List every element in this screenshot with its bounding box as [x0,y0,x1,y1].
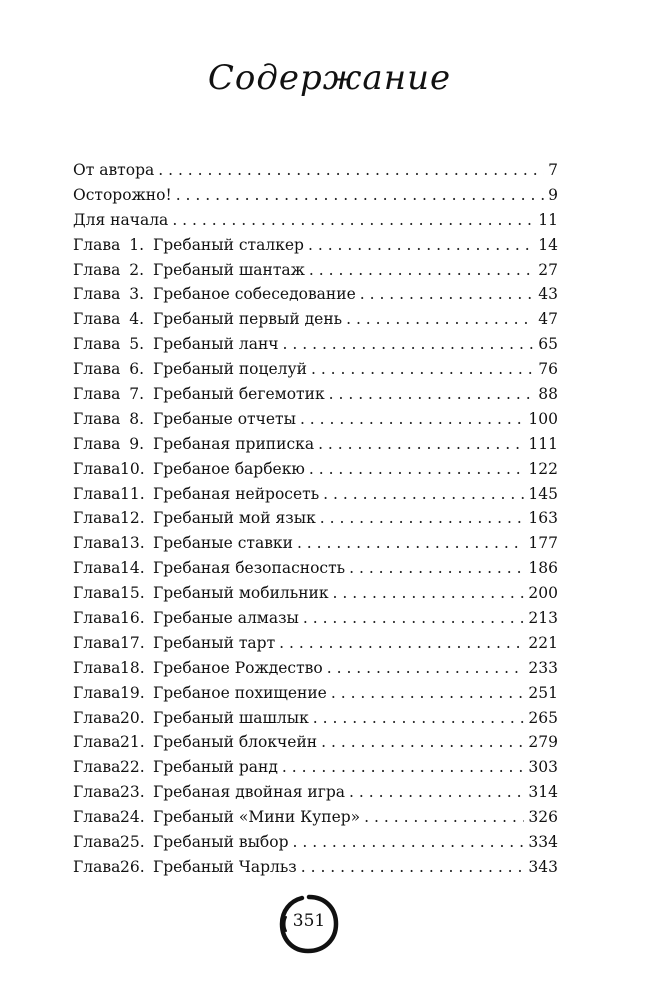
leader-dots [349,556,524,581]
toc-row[interactable] [73,581,558,606]
chapter-word: Глава [73,310,121,329]
leader-dots [327,656,525,681]
toc-page-number: 65 [538,335,558,354]
chapter-number: 19. [120,683,145,702]
toc-entry-label: Гребаный ранд [153,758,278,777]
leader-dots [158,158,544,183]
chapter-word: Глава [73,808,121,827]
leader-dots [283,332,535,357]
toc-row[interactable] [73,506,558,531]
toc-entry-label: Гребаные ставки [153,534,293,553]
toc-page-number: 326 [528,808,558,827]
leader-dots [323,482,524,507]
toc-row[interactable] [73,755,558,780]
chapter-number: 16. [120,609,145,628]
toc-entry-label: Гребаный шашлык [153,708,309,727]
leader-dots [279,631,524,656]
chapter-number: 8. [129,409,144,428]
toc-entry-label: Гребаный первый день [153,310,343,329]
chapter-word: Глава [73,360,121,379]
chapter-word: Глава [73,683,121,702]
toc-entry-label: Гребаные отчеты [153,409,296,428]
toc-row[interactable] [73,258,558,283]
leader-dots [301,855,525,880]
toc-page-number: 221 [528,633,558,652]
toc-row[interactable] [73,606,558,631]
chapter-number: 20. [120,708,145,727]
chapter-word: Глава [73,559,121,578]
toc-row[interactable] [73,656,558,681]
toc-page-number: 14 [538,235,558,254]
chapter-word: Глава [73,658,121,677]
toc-entry-label: Гребаные алмазы [153,609,299,628]
table-of-contents [73,158,558,880]
leader-dots [318,432,524,457]
toc-row[interactable] [73,282,558,307]
toc-entry-label: Осторожно! [73,185,172,204]
toc-page-number: 213 [528,609,558,628]
toc-page-number: 47 [538,310,558,329]
toc-entry-label: Гребаный мобильник [153,584,329,603]
leader-dots [331,681,525,706]
chapter-number: 24. [120,808,145,827]
toc-page-number: 303 [528,758,558,777]
toc-page-number: 334 [528,833,558,852]
chapter-word: Глава [73,609,121,628]
page-number-badge [278,893,340,955]
leader-dots [346,307,534,332]
toc-row[interactable] [73,706,558,731]
leader-dots [349,780,524,805]
toc-page-number: 163 [528,509,558,528]
toc-row[interactable] [73,457,558,482]
leader-dots [293,830,525,855]
toc-page-number: 186 [528,559,558,578]
chapter-word: Глава [73,758,121,777]
toc-page-number: 122 [528,459,558,478]
toc-entry-label: Для начала [73,210,169,229]
chapter-number: 10. [120,459,145,478]
toc-row[interactable] [73,482,558,507]
toc-entry-label: Гребаный мой язык [153,509,316,528]
chapter-word: Глава [73,584,121,603]
toc-page-number: 27 [538,260,558,279]
toc-row[interactable] [73,158,558,183]
chapter-number: 6. [129,360,144,379]
chapter-word: Глава [73,260,121,279]
leader-dots [360,282,535,307]
toc-page-number: 200 [528,584,558,603]
leader-dots [320,506,525,531]
chapter-word: Глава [73,385,121,404]
leader-dots [308,233,534,258]
toc-entry-label: Гребаный «Мини Купер» [153,808,361,827]
toc-entry-label: Гребаное барбекю [153,459,305,478]
toc-page-number: 43 [538,285,558,304]
toc-page-number: 111 [528,434,558,453]
toc-row[interactable] [73,208,558,233]
chapter-number: 23. [120,783,145,802]
chapter-number: 5. [129,335,144,354]
toc-entry-label: Гребаная нейросеть [153,484,320,503]
leader-dots [300,407,524,432]
chapter-number: 14. [120,559,145,578]
toc-entry-label: Гребаный поцелуй [153,360,307,379]
chapter-number: 26. [120,857,145,876]
toc-page-number: 251 [528,683,558,702]
toc-page-number: 100 [528,409,558,428]
toc-row[interactable] [73,556,558,581]
leader-dots [364,805,524,830]
chapter-word: Глава [73,534,121,553]
toc-page-number: 177 [528,534,558,553]
chapter-word: Глава [73,484,121,503]
leader-dots [176,183,544,208]
chapter-list [73,233,558,880]
chapter-word: Глава [73,235,121,254]
leader-dots [303,606,525,631]
toc-row[interactable] [73,631,558,656]
toc-page-number: 314 [528,783,558,802]
leader-dots [313,706,525,731]
toc-row[interactable] [73,830,558,855]
toc-page-number: 76 [538,360,558,379]
leader-dots [282,755,525,780]
leader-dots [297,531,524,556]
leader-dots [321,730,524,755]
leader-dots [333,581,525,606]
toc-page-number: 145 [528,484,558,503]
chapter-word: Глава [73,285,121,304]
chapter-number: 22. [120,758,145,777]
toc-entry-label: Гребаная двойная игра [153,783,346,802]
toc-page-number: 7 [548,161,558,179]
chapter-word: Глава [73,783,121,802]
chapter-number: 7. [129,385,144,404]
leader-dots [309,457,525,482]
chapter-word: Глава [73,459,121,478]
toc-row[interactable] [73,357,558,382]
toc-row[interactable] [73,681,558,706]
chapter-word: Глава [73,335,121,354]
chapter-number: 21. [120,733,145,752]
toc-row[interactable] [73,407,558,432]
toc-page-number: 233 [528,658,558,677]
chapter-number: 4. [129,310,144,329]
leader-dots [309,258,534,283]
chapter-number: 9. [129,434,144,453]
chapter-number: 17. [120,633,145,652]
toc-entry-label: Гребаный ланч [153,335,279,354]
toc-entry-label: Гребаное Рождество [153,658,323,677]
chapter-number: 1. [129,235,144,254]
toc-page-number: 11 [538,210,558,229]
toc-entry-label: Гребаный блокчейн [153,733,318,752]
page-number: 351 [292,911,326,931]
toc-row[interactable] [73,307,558,332]
toc-row[interactable] [73,855,558,880]
leader-dots [172,208,534,233]
toc-entry-label: Гребаная приписка [153,434,315,453]
toc-entry-label: Гребаный бегемотик [153,385,325,404]
chapter-number: 2. [129,260,144,279]
toc-entry-label: Гребаное похищение [153,683,327,702]
toc-row[interactable] [73,531,558,556]
chapter-number: 18. [120,658,145,677]
toc-entry-label: Гребаный тарт [153,633,276,652]
leader-dots [329,382,535,407]
chapter-word: Глава [73,509,121,528]
toc-entry-label: Гребаный сталкер [153,235,304,254]
toc-page-number: 279 [528,733,558,752]
chapter-word: Глава [73,833,121,852]
chapter-word: Глава [73,409,121,428]
chapter-number: 15. [120,584,145,603]
toc-entry-label: Гребаный шантаж [153,260,305,279]
leader-dots [311,357,534,382]
toc-row[interactable] [73,730,558,755]
toc-page-number: 265 [528,708,558,727]
page-title: Содержание [207,58,452,98]
chapter-word: Глава [73,633,121,652]
chapter-word: Глава [73,733,121,752]
toc-row[interactable] [73,233,558,258]
chapter-number: 11. [120,484,145,503]
toc-page-number: 88 [538,385,558,404]
chapter-number: 25. [120,833,145,852]
toc-entry-label: Гребаный Чарльз [153,857,297,876]
chapter-number: 3. [129,285,144,304]
toc-row[interactable] [73,332,558,357]
toc-entry-label: Гребаный выбор [153,833,289,852]
toc-page-number: 9 [548,185,558,204]
toc-row[interactable] [73,780,558,805]
toc-row[interactable] [73,432,558,457]
chapter-word: Глава [73,434,121,453]
chapter-word: Глава [73,708,121,727]
toc-entry-label: Гребаная безопасность [153,559,346,578]
chapter-number: 12. [120,509,145,528]
toc-row[interactable] [73,382,558,407]
toc-row[interactable] [73,805,558,830]
toc-entry-label: Гребаное собеседование [153,285,356,304]
chapter-number: 13. [120,534,145,553]
toc-row[interactable] [73,183,558,208]
chapter-word: Глава [73,857,121,876]
toc-entry-label: От автора [73,161,155,179]
toc-page-number: 343 [528,857,558,876]
